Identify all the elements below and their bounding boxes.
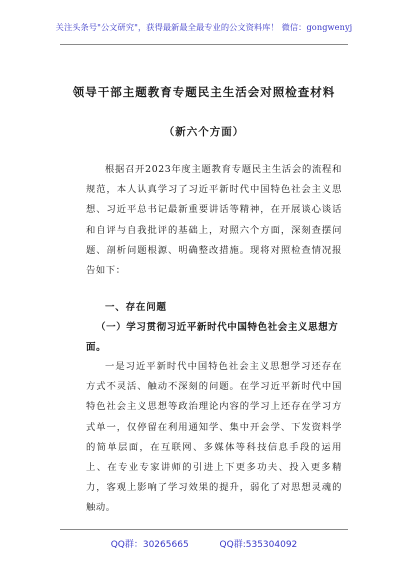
footer-qq-group-1: QQ群：30265665 [110, 540, 189, 550]
subsection-heading: （一）学习贯彻习近平新时代中国特色社会主义思想方面。 [86, 322, 339, 354]
promo-banner: 关注头条号"公文研究"，获得最新最全最专业的公文资料库！ 微信：gongwenyj [55, 22, 353, 32]
footer-divider [60, 529, 348, 530]
footer [0, 537, 408, 550]
section-heading: 一、存在问题 [105, 302, 167, 313]
footer-qq-group-2: QQ群:535304092 [219, 540, 298, 550]
document-subtitle: （新六个方面） [163, 126, 245, 138]
body-paragraph: 一是习近平新时代中国特色社会主义思想学习还存在方式不灵活、触动不深刻的问题。在学习近平新时代中国特色社会主义思想等政治理论内容的学习上还存在学习方式单一，仅停留在利用通知学、集中开会学、下发资料学的简单层面，在互联网、多媒体等科技信息手段的运用上、在专业专家讲师的引进上下更多功夫、投入更多精力，客观上影响了学习效果的提升，弱化了对思想灵魂的触动。 [86, 361, 342, 514]
header-divider [60, 44, 348, 45]
intro-paragraph: 根据召开2023年度主题教育专题民主生活会的流程和规范，本人认真学习了习近平新时代中国特色社会主义思想、习近平总书记最新重要讲话等精神，在开展谈心谈话和自评与自我批评的基础上，对照六个方面，深刻查摆问题、剖析问题根源、明确整改措施。现将对照检查情况报告如下： [86, 164, 342, 277]
document-title: 领导干部主题教育专题民主生活会对照检查材料 [72, 85, 336, 99]
